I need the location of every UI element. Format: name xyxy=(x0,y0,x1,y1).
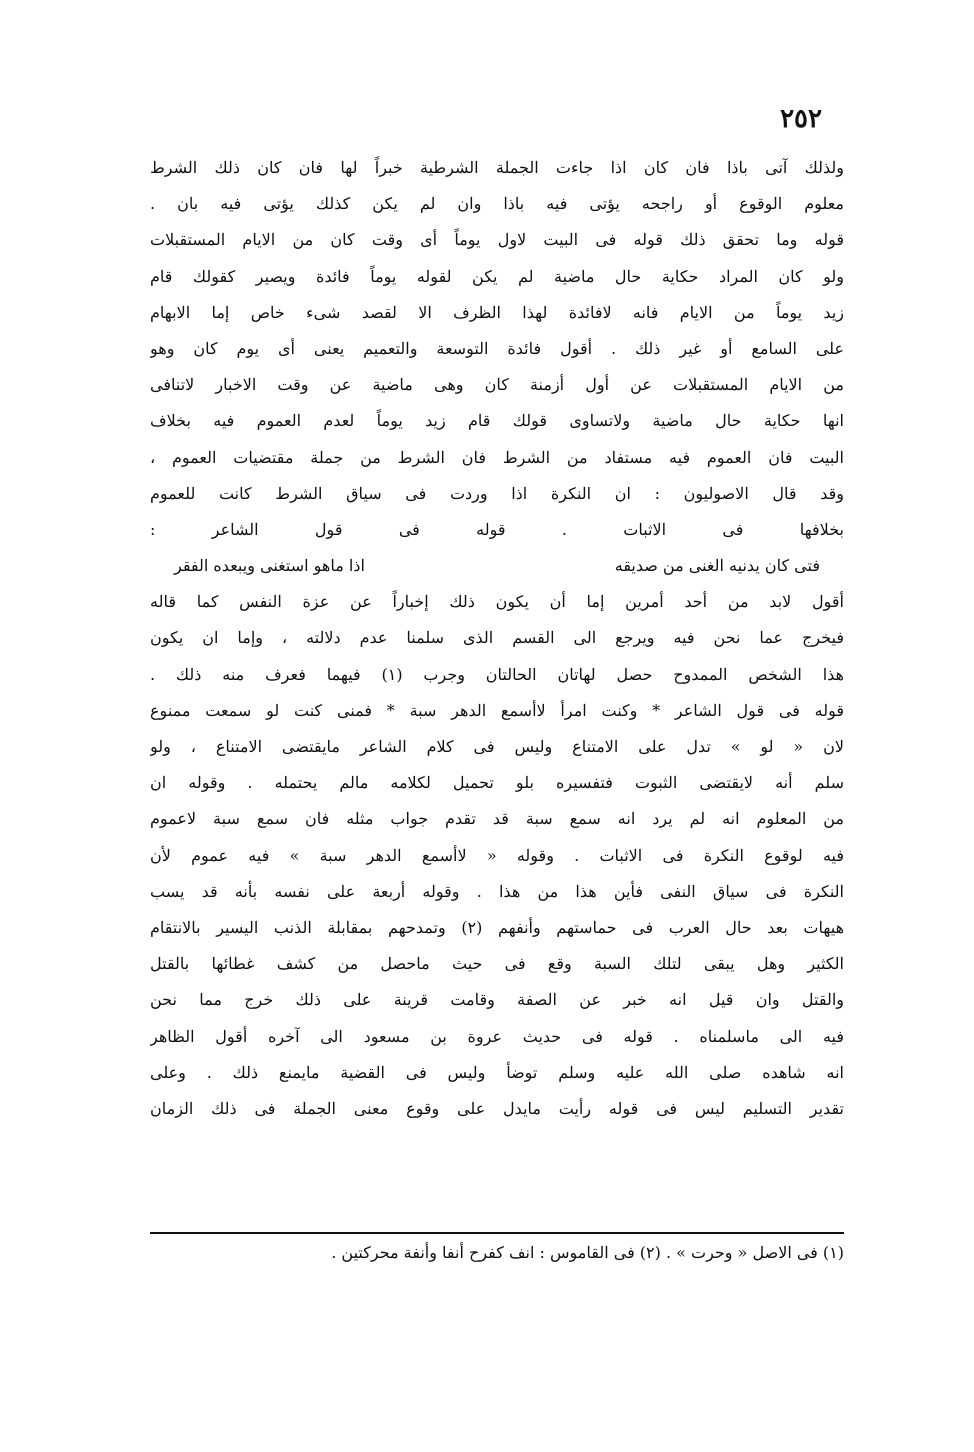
text-line: معلوم الوقوع أو راجحه يؤتى فيه باذا وان لم يكن كذلك يؤتى فيه بان . xyxy=(150,194,844,214)
text-line: الكثير وهل يبقى لتلك السبة وقع فى حيث ماحصل من كشف غطائها بالقتل xyxy=(150,954,844,974)
text-line: فيخرج عما نحن فيه ويرجع الى القسم الذى سلمنا عدم دلالته ، وإما ان يكون xyxy=(150,628,844,648)
text-line: زيد يوماً من الايام فانه لافائدة لهذا الظرف الا لقصد شىء خاص إما الابهام xyxy=(150,302,844,322)
text-line: فيه الى ماسلمناه . قوله فى حديث عروة بن مسعود الى آخره أقول الظاهر xyxy=(150,1026,844,1046)
text-line: أقول لابد من أحد أمرين إما أن يكون ذلك إخباراً عن عزة النفس كما قاله xyxy=(150,592,844,612)
text-line: البيت فان العموم فيه مستفاد من الشرط فان الشرط من جملة مقتضيات العموم ، xyxy=(150,447,844,467)
text-line: على السامع أو غير ذلك . أقول فائدة التوسعة والتعميم يعنى أى يوم كان وهو xyxy=(150,338,844,358)
footnote-divider xyxy=(150,1232,844,1234)
text-line: النكرة فى سياق النفى فأين هذا من هذا . وقوله أربعة على نفسه بأنه قد يسب xyxy=(150,881,844,901)
text-line: وقد قال الاصوليون : ان النكرة اذا وردت فى سياق الشرط كانت للعموم xyxy=(150,483,844,503)
text-line: سلم أنه لايقتضى الثبوت فتفسيره بلو تحميل لكلامه مالم يحتمله . وقوله ان xyxy=(150,773,844,793)
text-line: قوله وما تحقق ذلك قوله فى البيت لاول يوماً أى وقت كان من الايام المستقبلات xyxy=(150,230,844,250)
text-line: ولو كان المراد حكاية حال ماضية لم يكن لقوله يوماً فائدة ويصير كقولك قام xyxy=(150,266,844,286)
text-line: من الايام المستقبلات عن أول أزمنة كان وهى ماضية عن وقت الاخبار لاتنافى xyxy=(150,375,844,395)
text-line: من المعلوم انه لم يرد انه سمع سبة قد تقدم جواب مثله فان سمع سبة لاعموم xyxy=(150,809,844,829)
text-line: لان « لو » تدل على الامتناع وليس فى كلام الشاعر مايقتضى الامتناع ، ولو xyxy=(150,737,844,756)
text-line: هيهات بعد حال العرب فى حماستهم وأنفهم (٢) وتمدحهم بمقابلة الذنب اليسير بالانتقام xyxy=(150,917,844,937)
verse-second-hemistich: اذا ماهو استغنى ويبعده الفقر xyxy=(174,556,365,576)
text-line: ولذلك آتى باذا فان كان اذا جاءت الجملة الشرطية خبراً لها فان كان ذلك الشرط xyxy=(150,158,844,177)
footnote: (١) فى الاصل « وحرت » . (٢) فى القاموس : انف كفرح أنفا وأنفة محركتين . xyxy=(331,1243,844,1262)
poetry-verse xyxy=(150,548,844,584)
text-line: فيه لوقوع النكرة فى الاثبات . وقوله « لاأسمع الدهر سبة » فيه عموم لأن xyxy=(150,845,844,865)
text-line: والقتل وان قيل انه خبر عن الصفة وقامت قرينة على ذلك خرج مما نحن xyxy=(150,990,844,1010)
page-number: ٢٥٢ xyxy=(780,104,822,134)
body-text xyxy=(150,150,844,1127)
text-line: بخلافها فى الاثبات . قوله فى قول الشاعر : xyxy=(150,519,844,539)
text-line: قوله فى قول الشاعر * وكنت امرأ لاأسمع الدهر سبة * فمنى كنت لو سمعت ممنوع xyxy=(150,700,844,720)
text-line: انها حكاية حال ماضية ولاتساوى قولك قام زيد يوماً لعدم العموم فيه بخلاف xyxy=(150,411,844,431)
text-line: انه شاهده صلى الله عليه وسلم توضأ وليس فى القضية مايمنع ذلك . وعلى xyxy=(150,1062,844,1082)
text-line: تقدير التسليم ليس فى قوله رأيت مايدل على وقوع معنى الجملة فى ذلك الزمان xyxy=(150,1098,844,1118)
text-line: هذا الشخص الممدوح حصل لهاتان الحالتان وجرب (١) فيهما فعرف منه ذلك . xyxy=(150,664,844,684)
verse-first-hemistich: فتى كان يدنيه الغنى من صديقه xyxy=(614,556,820,576)
